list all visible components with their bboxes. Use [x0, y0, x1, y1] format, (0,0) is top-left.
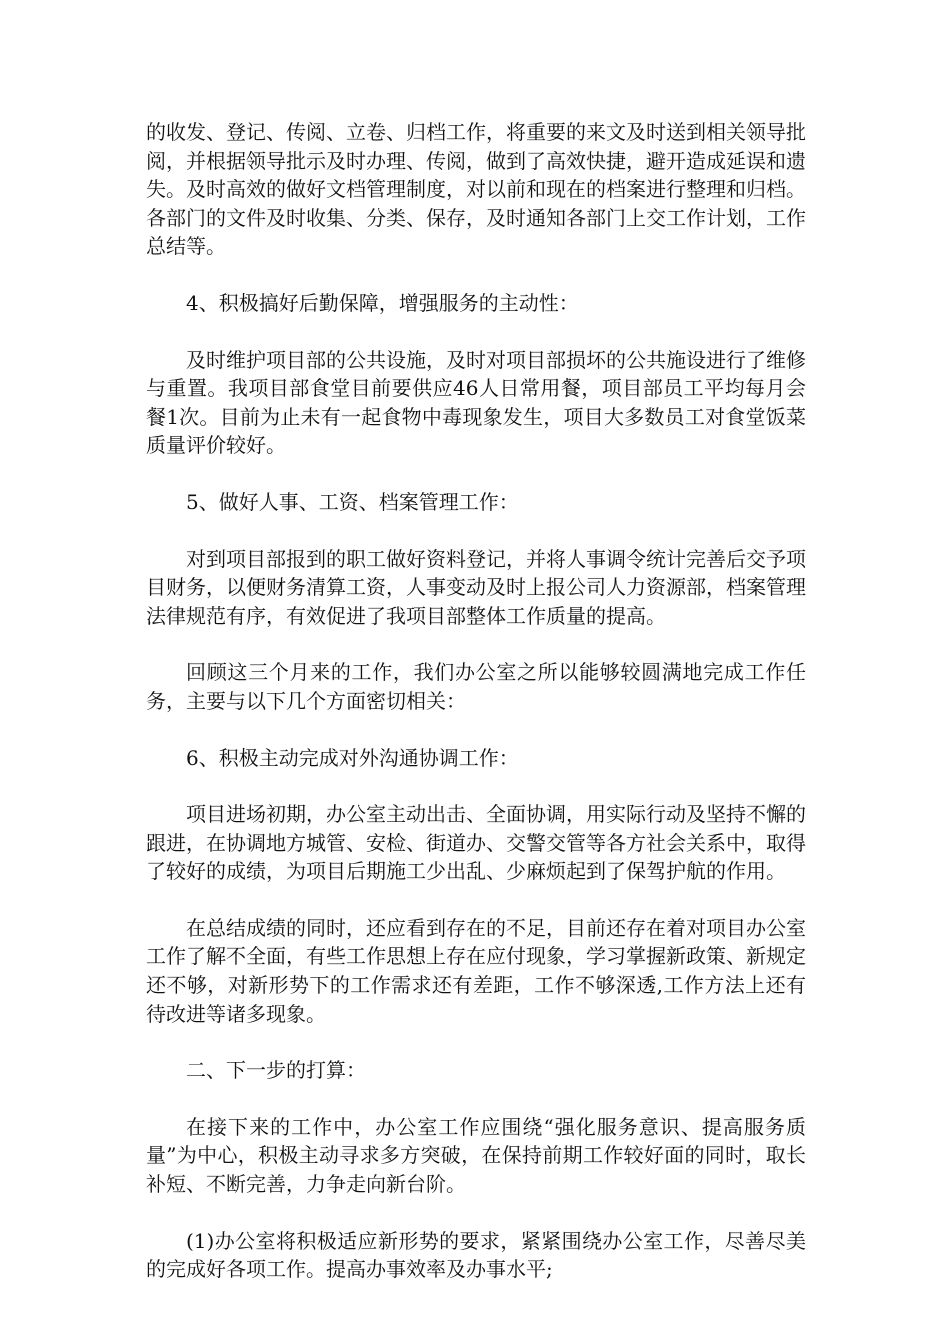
- heading-next-steps: 二、下一步的打算：: [186, 1058, 366, 1083]
- document-body: [146, 118, 806, 1284]
- heading-personnel: 5、做好人事、工资、档案管理工作：: [186, 489, 519, 514]
- paragraph-intro-continuation: 的收发、登记、传阅、立卷、归档工作，将重要的来文及时送到相关领导批阅，并根据领导批示及时办理、传阅，做到了高效快捷，避开造成延误和遗失。及时高效的做好文档管理制度，对以前和现在的档案进行整理和归档。各部门的文件及时收集、分类、保存，及时通知各部门上交工作计划，工作总结等。: [146, 120, 806, 259]
- paragraph-personnel: 对到项目部报到的职工做好资料登记，并将人事调令统计完善后交予项目财务，以便财务清算工资，人事变动及时上报公司人力资源部，档案管理法律规范有序，有效促进了我项目部整体工作质量的提高。: [146, 546, 806, 628]
- heading-logistics: 4、积极搞好后勤保障，增强服务的主动性：: [186, 290, 579, 315]
- paragraph-logistics: 及时维护项目部的公共设施，及时对项目部损坏的公共施设进行了维修与重置。我项目部食堂目前要供应46人日常用餐，项目部员工平均每月会餐1次。目前为止未有一起食物中毒现象发生，项目大多数员工对食堂饭菜质量评价较好。: [146, 347, 806, 458]
- paragraph-coordination: 项目进场初期，办公室主动出击、全面协调，用实际行动及坚持不懈的跟进，在协调地方城管、安检、街道办、交警交管等各方社会关系中，取得了较好的成绩，为项目后期施工少出乱、少麻烦起到了保驾护航的作用。: [146, 802, 806, 884]
- paragraph-review: 回顾这三个月来的工作，我们办公室之所以能够较圆满地完成工作任务，主要与以下几个方面密切相关：: [146, 660, 806, 713]
- paragraph-next-steps: 在接下来的工作中，办公室工作应围绕“强化服务意识、提高服务质量”为中心，积极主动寻求多方突破，在保持前期工作较好面的同时，取长补短、不断完善，力争走向新台阶。: [146, 1114, 806, 1197]
- heading-coordination: 6、积极主动完成对外沟通协调工作：: [186, 745, 519, 770]
- paragraph-plan-item-1: (1)办公室将积极适应新形势的要求，紧紧围绕办公室工作，尽善尽美的完成好各项工作。提高办事效率及办事水平;: [146, 1228, 806, 1282]
- paragraph-shortcomings: 在总结成绩的同时，还应看到存在的不足，目前还存在着对项目办公室工作了解不全面，有些工作思想上存在应付现象，学习掌握新政策、新规定还不够，对新形势下的工作需求还有差距，工作不够深透,工作方法上还有待改进等诸多现象。: [146, 915, 806, 1026]
